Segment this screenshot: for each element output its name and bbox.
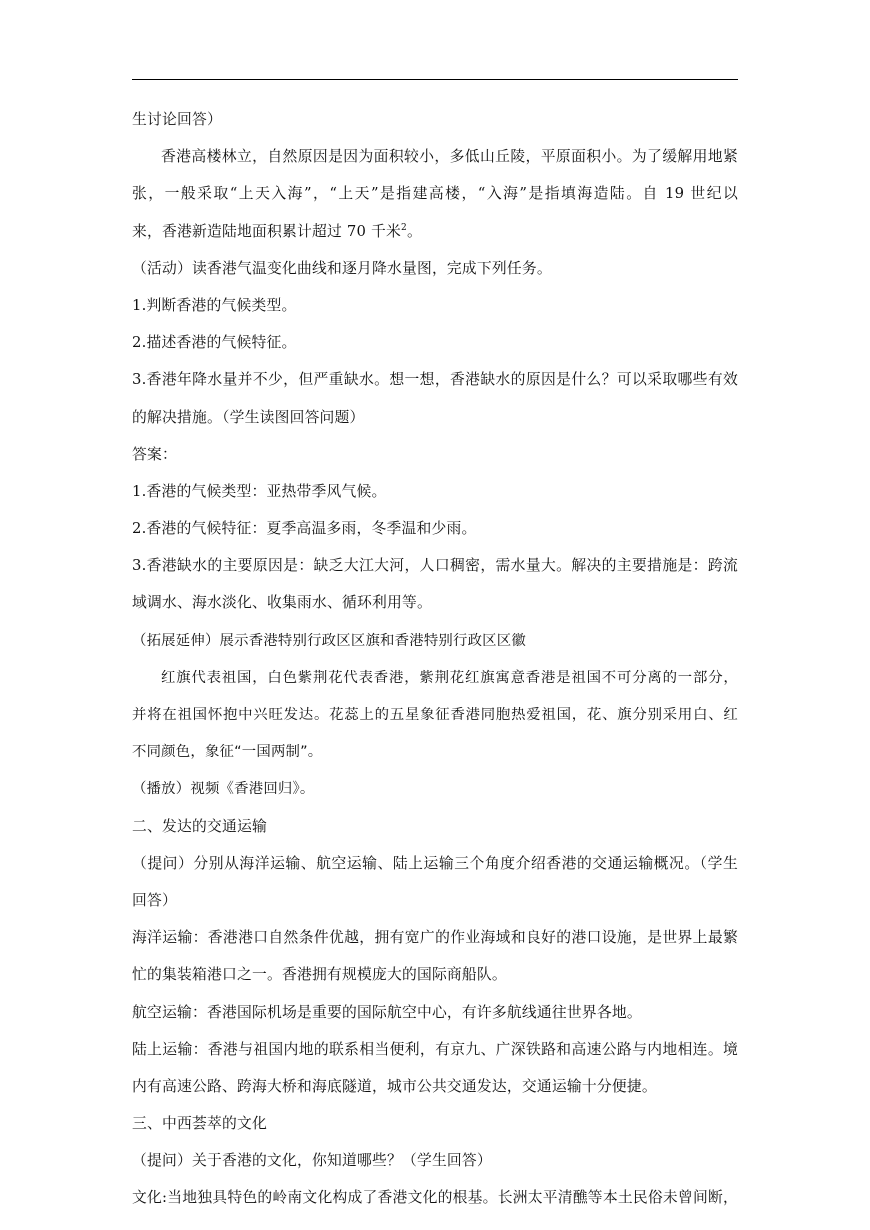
section-heading: 三、中西荟萃的文化 — [132, 1115, 267, 1133]
text-line-with-superscript — [132, 217, 738, 254]
text-line: 张，一般采取“上天入海”，“上天”是指建高楼，“入海”是指填海造陆。自 19 世纪以 — [132, 185, 738, 203]
answer-heading: 答案： — [132, 445, 177, 463]
text-line: （活动）读香港气温变化曲线和逐月降水量图，完成下列任务。 — [132, 259, 552, 277]
text-line: 回答） — [132, 891, 177, 909]
text-line: （提问）分别从海洋运输、航空运输、陆上运输三个角度介绍香港的交通运输概况。（学生 — [132, 854, 738, 872]
text-line: 生讨论回答） — [132, 111, 222, 128]
text-line: 忙的集装箱港口之一。香港拥有规模庞大的国际商船队。 — [132, 966, 507, 984]
text-line: （播放）视频《香港回归》。 — [132, 781, 315, 798]
list-item: 1.判断香港的气候类型。 — [132, 296, 297, 314]
text-line: 航空运输：香港国际机场是重要的国际航空中心，有许多航线通往世界各地。 — [132, 1003, 642, 1021]
text-line: 香港高楼林立，自然原因是因为面积较小，多低山丘陵，平原面积小。为了缓解用地紧 — [161, 148, 738, 166]
text-line: 文化:当地独具特色的岭南文化构成了香港文化的根基。长洲太平清醮等本土民俗未曾间断， — [132, 1189, 738, 1207]
text-line: 内有高速公路、跨海大桥和海底隧道，城市公共交通发达，交通运输十分便捷。 — [132, 1077, 657, 1095]
text-line: 海洋运输：香港港口自然条件优越，拥有宽广的作业海域和良好的港口设施，是世界上最繁 — [132, 929, 738, 947]
list-item: 2.香港的气候特征：夏季高温多雨，冬季温和少雨。 — [132, 520, 477, 538]
text-line: （拓展延伸）展示香港特别行政区区旗和香港特别行政区区徽 — [132, 632, 526, 649]
text-line: 域调水、海水淡化、收集雨水、循环利用等。 — [132, 594, 432, 612]
text-line: 不同颜色，象征“一国两制”。 — [132, 744, 323, 761]
text-segment: 。 — [406, 222, 422, 240]
text-line: 陆上运输：香港与祖国内地的联系相当便利，有京九、广深铁路和高速公路与内地相连。境 — [132, 1040, 738, 1058]
section-heading: 二、发达的交通运输 — [132, 817, 267, 835]
document-body — [132, 105, 738, 1221]
list-item: 3.香港年降水量并不少，但严重缺水。想一想，香港缺水的原因是什么？可以采取哪些有效 — [132, 371, 738, 389]
text-line: 并将在祖国怀抱中兴旺发达。花蕊上的五星象征香港同胞热爱祖国，花、旗分别采用白、红 — [132, 707, 738, 723]
superscript-2: 2 — [401, 222, 407, 233]
header-rule — [132, 79, 738, 80]
text-segment: 来，香港新造陆地面积累计超过 70 千米 — [132, 222, 401, 240]
text-line: 的解决措施。（学生读图回答问题） — [132, 408, 365, 426]
list-item: 3.香港缺水的主要原因是：缺乏大江大河，人口稠密，需水量大。解决的主要措施是：跨流 — [132, 557, 738, 575]
list-item: 1.香港的气候类型：亚热带季风气候。 — [132, 482, 387, 500]
text-line: （提问）关于香港的文化，你知道哪些？（学生回答） — [132, 1152, 492, 1170]
list-item: 2.描述香港的气候特征。 — [132, 334, 297, 352]
text-line: 红旗代表祖国，白色紫荆花代表香港，紫荆花红旗寓意香港是祖国不可分离的一部分， — [161, 669, 738, 686]
